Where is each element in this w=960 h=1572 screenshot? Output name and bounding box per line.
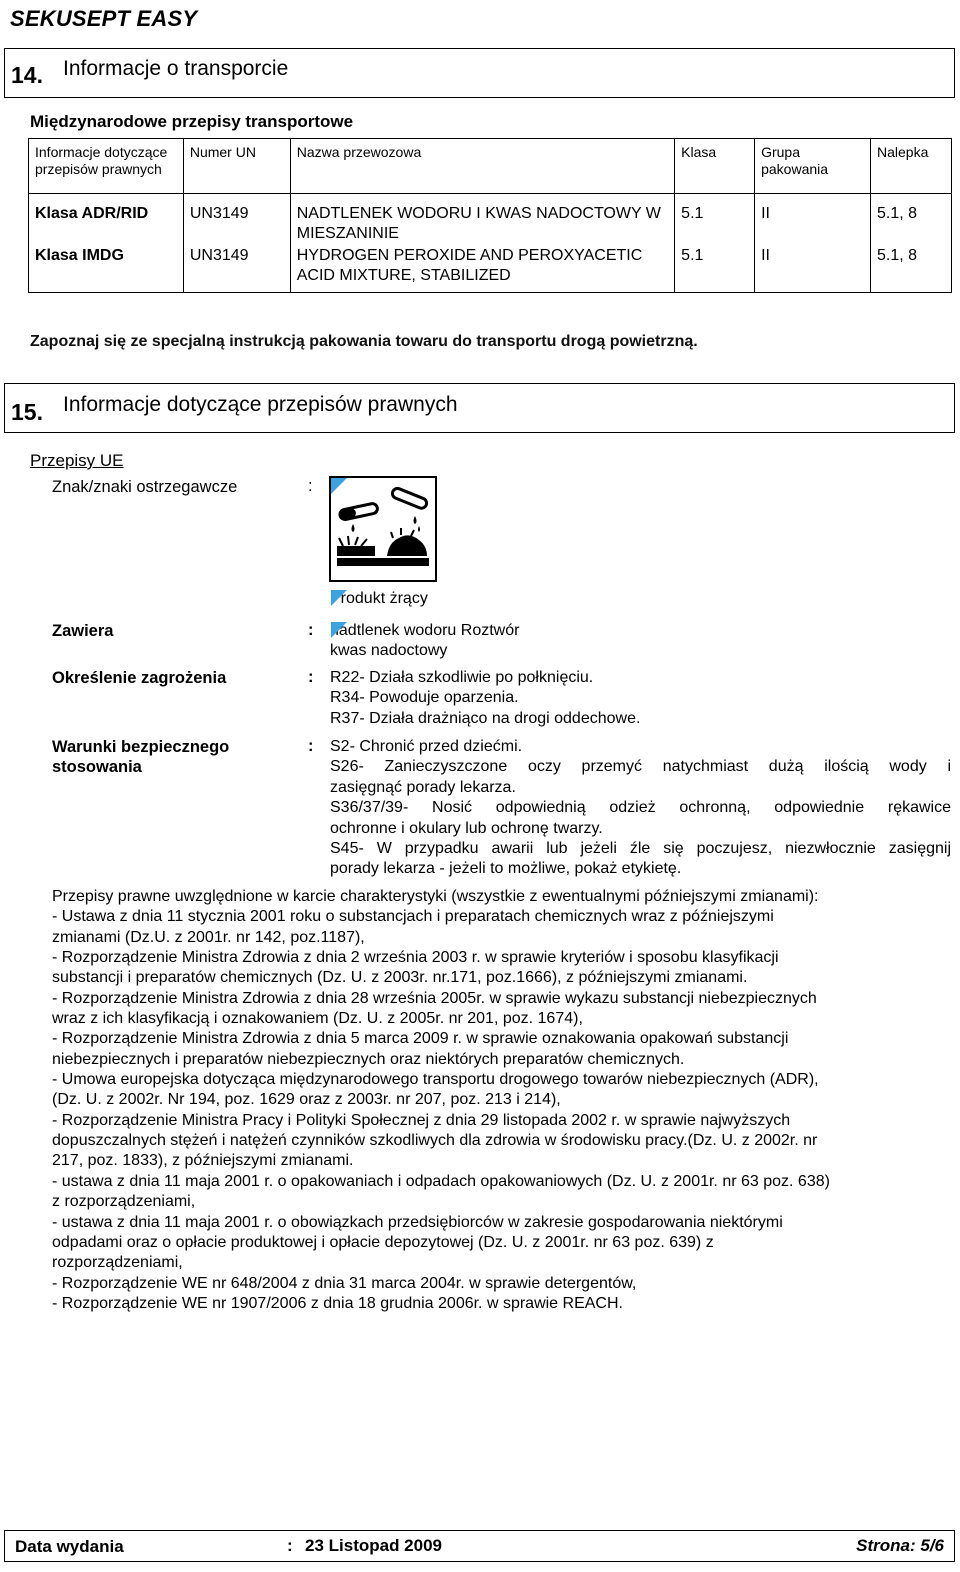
issue-date-value: 23 Listopad 2009 — [305, 1536, 443, 1555]
legal-line: - Umowa europejska dotycząca międzynarodowego transportu drogowego towarów niebezpiecznych (ADR), — [52, 1071, 819, 1089]
legal-line: dopuszczalnych stężeń i natężeń czynników szkodliwych dla zdrowia w środowisku pracy.(Dz. U. z 2002r. nr — [52, 1132, 818, 1150]
legal-line: rozporządzeniami, — [52, 1254, 183, 1272]
legal-regulations-text — [52, 887, 952, 1314]
label-cell: 5.1, 8 — [871, 244, 952, 293]
contains-line: kwas nadoctowy — [330, 642, 448, 660]
packing-group: II — [755, 194, 871, 245]
legal-line: wraz z ich klasyfikacją i oznakowaniem (Dz. U. z 2005r. nr 201, poz. 1674), — [52, 1010, 583, 1028]
separator-colon: : — [308, 621, 314, 639]
legal-line: substancji i preparatów chemicznych (Dz. U. z 2003r. nr.171, poz.1666), z późniejszymi zmianami. — [52, 969, 748, 987]
legal-line: - ustawa z dnia 11 maja 2001 r. o obowiązkach przedsiębiorców w zakresie gospodarowania niektórymi — [52, 1213, 783, 1231]
legal-line: - Rozporządzenie Ministra Zdrowia z dnia 2 września 2003 r. w sprawie kryteriów i sposobu klasyfikacji — [52, 949, 779, 967]
legal-line: - Rozporządzenie Ministra Zdrowia z dnia 5 marca 2009 r. w sprawie oznakowania opakowań substancji — [52, 1030, 789, 1048]
label-cell: 5.1, 8 — [871, 194, 952, 245]
hazard-label: Określenie zagrożenia — [52, 669, 227, 687]
contains-value — [330, 621, 951, 662]
header-cell: Grupa pakowania — [755, 139, 871, 194]
header-cell: Klasa — [675, 139, 755, 194]
legal-line: (Dz. U. z 2002r. Nr 194, poz. 1629 oraz z 2003r. nr 207, poz. 213 i 214), — [52, 1091, 561, 1109]
section-15-header — [4, 383, 955, 433]
transport-subheading: Międzynarodowe przepisy transportowe — [30, 112, 354, 131]
un-number: UN3149 — [183, 244, 290, 293]
class-cell: 5.1 — [675, 194, 755, 245]
eu-regulations-link[interactable]: Przepisy UE — [30, 451, 124, 470]
air-transport-note: Zapoznaj się ze specjalną instrukcją pakowania towaru do transportu drogą powietrzną. — [30, 333, 698, 350]
safety-value — [330, 737, 951, 880]
page-footer — [4, 1530, 955, 1562]
hazard-line: R22- Działa szkodliwie po połknięciu. — [330, 669, 594, 686]
flag-marker-icon — [331, 590, 347, 606]
safety-line: S26- Zanieczyszczone oczy przemyć natychmiast dużą ilością wody i — [330, 758, 951, 776]
issue-date-label: Data wydania — [15, 1537, 124, 1556]
page-number: Strona: 5/6 — [856, 1536, 944, 1555]
safety-label-line: Warunki bezpiecznego — [52, 738, 230, 756]
row-label: Klasa IMDG — [29, 244, 184, 293]
legal-line: 217, poz. 1833), z późniejszymi zmianami. — [52, 1152, 354, 1170]
legal-line: Przepisy prawne uwzględnione w karcie charakterystyki (wszystkie z ewentualnymi późniejszymi zmianami): — [52, 888, 819, 905]
un-number: UN3149 — [183, 194, 290, 245]
class-cell: 5.1 — [675, 244, 755, 293]
brand-title: SEKUSEPT EASY — [10, 6, 198, 31]
safety-line: S2- Chronić przed dziećmi. — [330, 738, 523, 755]
separator-colon: : — [287, 1536, 293, 1555]
safety-line: porady lekarza - jeżeli to możliwe, pokaż etykietę. — [330, 860, 682, 878]
legal-line: - Rozporządzenie WE nr 1907/2006 z dnia 18 grudnia 2006r. w sprawie REACH. — [52, 1294, 623, 1312]
hazard-value — [330, 668, 951, 729]
legal-line: odpadami oraz o opłacie produktowej i opłacie depozytowej (Dz. U. z 2001r. nr 63 poz. 639) z — [52, 1233, 714, 1251]
shipping-name: NADTLENEK WODORU I KWAS NADOCTOWY W MIESZANINIE — [290, 194, 674, 245]
separator-colon: : — [308, 668, 314, 686]
flag-marker-icon — [331, 478, 347, 494]
legal-line: zmianami (Dz.U. z 2001r. nr 142, poz.1187), — [52, 928, 365, 946]
legal-line: - Rozporządzenie Ministra Zdrowia z dnia 28 września 2005r. w sprawie wykazu substancji niebezpiecznych — [52, 989, 817, 1007]
hazard-line: R34- Powoduje oparzenia. — [330, 689, 519, 707]
transport-table-header — [29, 139, 952, 194]
header-cell: Nalepka — [871, 139, 952, 194]
legal-line: z rozporządzeniami, — [52, 1193, 196, 1211]
separator-colon: : — [308, 737, 314, 755]
section-14-number: 14. — [11, 62, 43, 88]
section-15-title: Informacje dotyczące przepisów prawnych — [63, 393, 458, 416]
warning-signs-label: Znak/znaki ostrzegawcze — [52, 478, 238, 496]
safety-line: S45- W przypadku awarii lub jeżeli źle się poczujesz, niezwłocznie zasięgnij — [330, 840, 951, 858]
flag-marker-icon — [331, 622, 347, 638]
packing-group: II — [755, 244, 871, 293]
legal-line: - Rozporządzenie WE nr 648/2004 z dnia 31 marca 2004r. w sprawie detergentów, — [52, 1274, 637, 1292]
pictogram-caption: Produkt żrący — [330, 590, 428, 607]
section-15-number: 15. — [11, 399, 43, 425]
transport-table — [28, 138, 952, 293]
safety-line: ochronne i okulary lub ochronę twarzy. — [330, 819, 603, 837]
safety-label — [52, 737, 229, 777]
contains-line: nadtlenek wodoru Roztwór — [330, 622, 520, 639]
section-14-header — [4, 48, 955, 98]
hazard-line: R37- Działa drażniąco na drogi oddechowe. — [330, 709, 641, 727]
safety-label-line: stosowania — [52, 758, 142, 776]
table-row — [29, 244, 952, 293]
legal-line: - Rozporządzenie Ministra Pracy i Polityki Społecznej z dnia 29 listopada 2002 r. w sprawie najwyższych — [52, 1111, 791, 1129]
safety-line: S36/37/39- Nosić odpowiednią odzież ochronną, odpowiednie rękawice — [330, 799, 951, 817]
header-cell: Informacje dotyczące przepisów prawnych — [29, 139, 184, 194]
row-label: Klasa ADR/RID — [29, 194, 184, 245]
legal-line: niebezpiecznych i preparatów niebezpiecznych oraz niektórych preparatów chemicznych. — [52, 1050, 685, 1068]
legal-line: - ustawa z dnia 11 maja 2001 r. o opakowaniach i odpadach opakowaniowych (Dz. U. z 2001r. nr 63 poz. 638) — [52, 1172, 830, 1190]
header-cell: Nazwa przewozowa — [290, 139, 674, 194]
safety-line: zasięgnąć porady lekarza. — [330, 778, 516, 796]
shipping-name: HYDROGEN PEROXIDE AND PEROXYACETIC ACID MIXTURE, STABILIZED — [290, 244, 674, 293]
table-row — [29, 194, 952, 245]
header-cell: Numer UN — [183, 139, 290, 194]
contains-label: Zawiera — [52, 622, 114, 640]
section-14-title: Informacje o transporcie — [63, 57, 289, 80]
legal-line: - Ustawa z dnia 11 stycznia 2001 roku o substancjach i preparatach chemicznych wraz z późniejszymi — [52, 908, 774, 926]
separator-colon: : — [308, 477, 313, 495]
